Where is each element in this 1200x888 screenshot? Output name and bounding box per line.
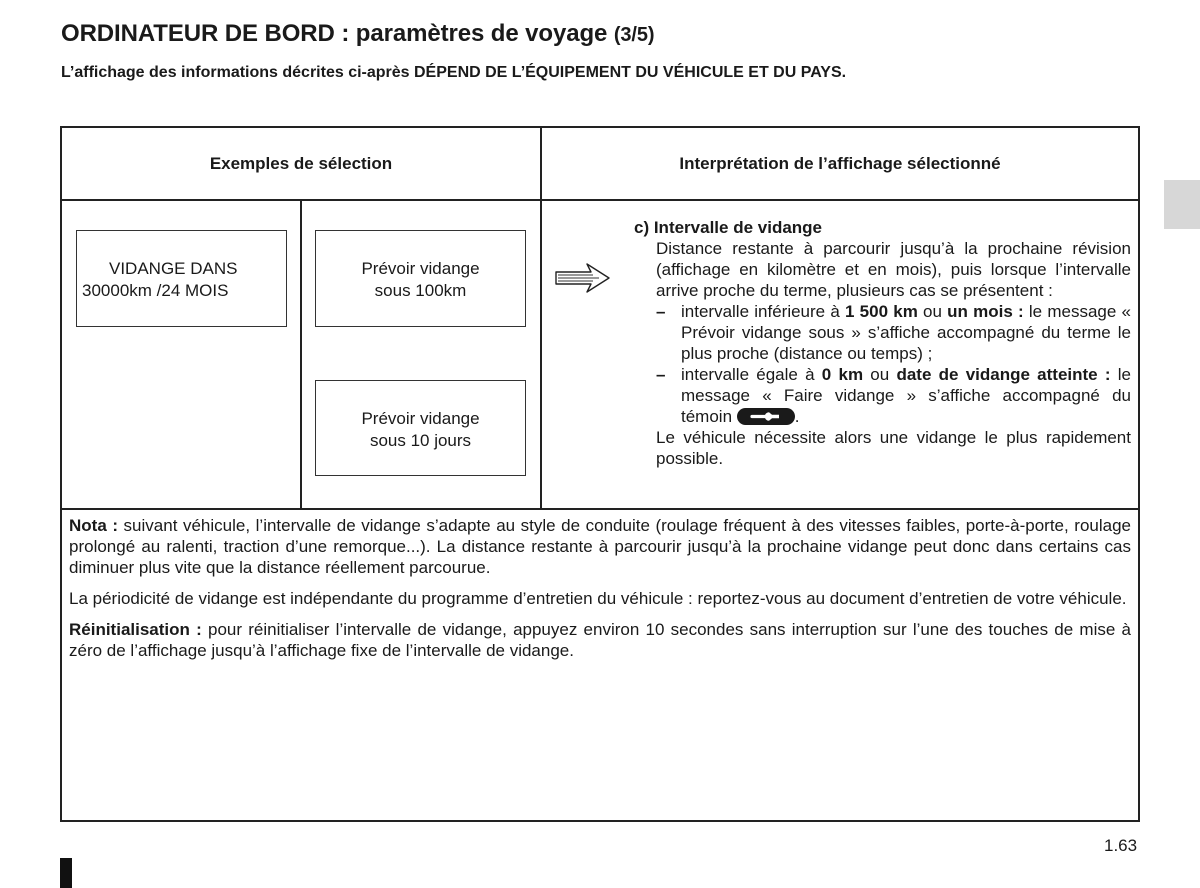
display-line: 30000km /24 MOIS <box>82 281 229 300</box>
bullet-text: intervalle inférieure à <box>681 302 845 321</box>
table-divider-header <box>60 199 1140 201</box>
display-example-interval <box>76 230 287 327</box>
periodicity-paragraph: La périodicité de vidange est indépendante du programme d’entretien du véhicule : reportez-vous au document d’entretien de votre véhicule. <box>69 589 1127 608</box>
bullet-text: le message « Prévoir vidange sous » s’affiche accompagné du terme le plus proche (distance ou temps) ; <box>681 302 1131 363</box>
nota-label: Nota : <box>69 516 118 535</box>
bullet-text: le message « Faire vidange » s’affiche accompagné du témoin <box>681 365 1132 426</box>
right-arrow-icon <box>553 262 611 294</box>
bullet-text: intervalle égale à <box>681 365 822 384</box>
display-line: sous 100km <box>374 281 467 300</box>
bullet-item <box>634 364 1131 427</box>
bullet-bold: date de vidange atteinte : <box>896 365 1111 384</box>
display-line: sous 10 jours <box>369 431 472 450</box>
notes-section <box>69 515 1131 671</box>
bullet-item <box>634 301 1131 364</box>
reset-text: pour réinitialiser l’intervalle de vidange, appuyez environ 10 secondes sans interruption sur l’une des touches de mise à zéro de l’affichage jusqu’à l’affichage fixe de l’intervalle de vidange. <box>69 620 1131 660</box>
nota-paragraph <box>69 515 1131 578</box>
bullet-dash: – <box>656 302 666 321</box>
page-title-suffix: (3/5) <box>613 24 655 46</box>
page-number: 1.63 <box>1104 836 1138 855</box>
column-header-examples: Exemples de sélection <box>209 154 393 173</box>
page-title: ORDINATEUR DE BORD : paramètres de voyage (3/5) <box>61 20 655 47</box>
interpretation-text <box>634 217 1131 469</box>
margin-bar <box>60 858 72 888</box>
display-line: VIDANGE DANS <box>109 259 238 278</box>
wrench-indicator-icon <box>737 408 795 425</box>
outro-paragraph: Le véhicule nécessite alors une vidange le plus rapidement possible. <box>656 428 1131 468</box>
bullet-bold: 0 km <box>821 365 864 384</box>
table-divider-left <box>300 200 302 509</box>
table-divider-center <box>540 126 542 509</box>
reset-paragraph <box>69 619 1131 661</box>
page-subtitle: L’affichage des informations décrites ci-après DÉPEND DE L’ÉQUIPEMENT DU VÉHICULE ET DU PAYS. <box>61 64 847 81</box>
display-line: Prévoir vidange <box>361 409 480 428</box>
item-title: c) Intervalle de vidange <box>634 218 823 237</box>
bullet-bold: 1 500 km <box>845 302 918 321</box>
display-line: Prévoir vidange <box>361 259 480 278</box>
bullet-bold: un mois : <box>947 302 1024 321</box>
reset-label: Réinitialisation : <box>69 620 202 639</box>
display-example-100km <box>315 230 526 327</box>
display-example-10-days <box>315 380 526 476</box>
column-header-interpretation: Interprétation de l’affichage sélectionné <box>679 154 1001 173</box>
nota-text: suivant véhicule, l’intervalle de vidange s’adapte au style de conduite (roulage fréquent à des vitesses faibles, porte-à-porte, roulage prolongé au ralenti, traction d’une remorque...). La distance restante à parcourir jusqu’à la prochaine vidange peut donc dans certains cas diminuer plus vite que la distance réellement parcourue. <box>69 516 1131 577</box>
section-tab-marker <box>1164 180 1200 229</box>
intro-paragraph: Distance restante à parcourir jusqu’à la prochaine révision (affichage en kilomètre et en mois), puis lorsque l’intervalle arrive proche du terme, plusieurs cas se présentent : <box>656 239 1131 300</box>
bullet-text: ou <box>917 302 948 321</box>
bullet-text: . <box>794 407 800 426</box>
bullet-text: ou <box>863 365 897 384</box>
bullet-dash: – <box>656 365 666 384</box>
table-divider-notes <box>60 508 1140 510</box>
